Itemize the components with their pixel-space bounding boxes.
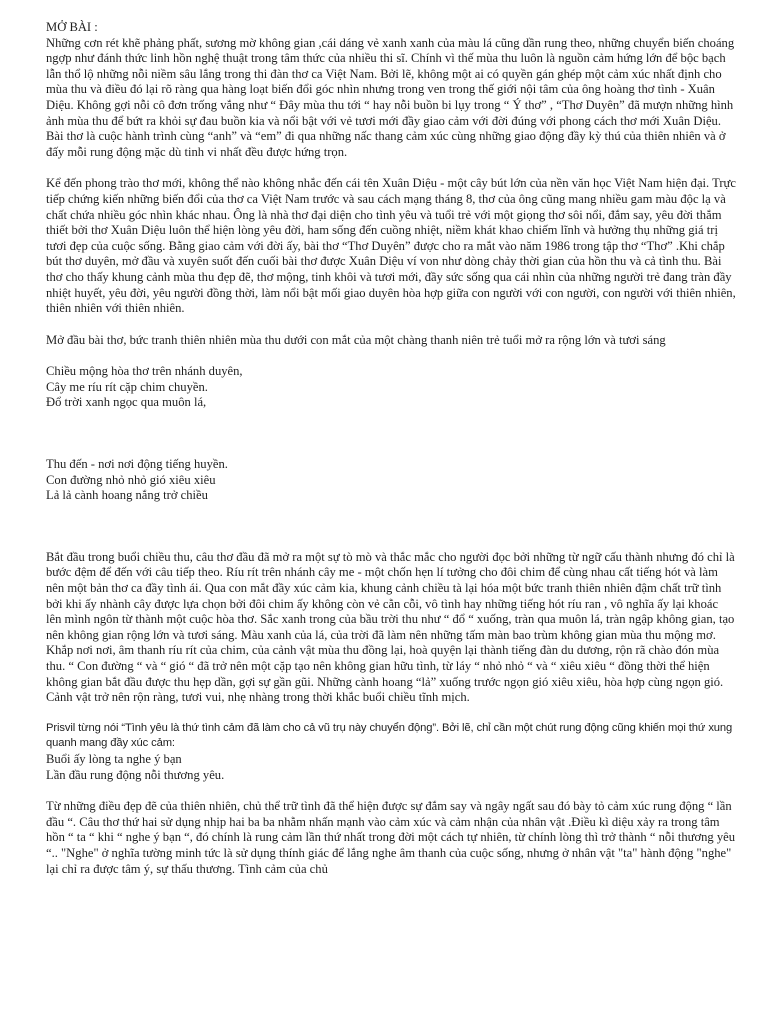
heading: MỞ BÀI : [46,20,98,34]
poem-stanza-2 [46,457,736,504]
poem-line: Thu đến - nơi nơi động tiếng huyền. [46,457,228,472]
poem-stanza-3 [46,752,736,783]
poem-line: Lần đầu rung động nỗi thương yêu. [46,767,225,782]
poem-line: Đổ trời xanh ngọc qua muôn lá, [46,395,207,410]
paragraph-quote: Prisvil từng nói “Tình yêu là thứ tình cảm đã làm cho cả vũ trụ này chuyển động”. Bởi lẽ, chỉ cần một chút rung động cũng khiến mọi thứ xung quanh mang đầy xúc cảm: [46,721,733,750]
paragraph-analysis-1: Bắt đầu trong buổi chiều thu, câu thơ đầu đã mở ra một sự tò mò và thắc mắc cho người đọc bởi những từ ngữ cấu thành nhưng đó chỉ là bước đệm để đến với câu tiếp theo. Ríu rít trên nhánh cây me - một chốn hẹn lí tưởng cho đôi chim để cùng nhau cất tiếng hót và làm nên một bản thơ ca đầy tình ái. Qua con mắt đầy xúc cảm kia, khung cảnh chiều tà lại hóa một bức tranh thiên nhiên đậm chất trữ tình bởi khi ấy nhành cây được lựa chọn bởi đôi chim ấy không còn vẻ cằn cỗi, vô tình hay những tiếng hót ríu ran , vô nghĩa ấy lại khoác lên mình ngôn từ thành một cuộc hòa thơ. Sắc xanh trong của bầu trời thu như “ đổ “ xuống, tràn qua muôn lá, tràn ngập không gian, tạo nên không gian rộng lớn và tươi sáng. Màu xanh của lá, của trời đã làm nên những tấm màn bao trùm không gian mùa thu mộng mơ. Khắp nơi nơi, âm thanh ríu rít của chim, của cảnh vật mùa thu đồng lại, hoà quyện lại thành tiếng đàn du dương, rộn rã chào đón mùa thu. “ Con đường “ và “ gió “ đã trở nên một cặp tạo nên không gian hữu tình, từ láy “ nhỏ nhỏ “ và “ xiêu xiêu “ đồng thời thể hiện không gian bắt đầu được thu hẹp dần, gợi sự gần gũi. Những cành hoang “lả” xuống trước ngọn gió xiêu xiêu, hòa hợp cùng ngọn gió. Cảnh vật trở nên rộn ràng, tươi vui, nhẹ nhàng trong thời khắc buổi chiều tĩnh mịch. [46,549,735,705]
paragraph-analysis-2: Từ những điều đẹp đẽ của thiên nhiên, chủ thể trữ tình đã thể hiện được sự đắm say và ngây ngất sau đó bày tỏ cảm xúc rung động “ lần đầu “. Câu thơ thứ hai sử dụng nhịp hai ba ba nhằm nhấn mạnh vào cảm xúc và cảm nhận của nhân vật .Điều kì diệu xảy ra trong tâm hồn “ ta “ khi “ nghe ý bạn “, đó chính là rung cảm lần thứ nhất trong đời một cách tự nhiên, từ chính lòng thì trở thành “ nỗi thương yêu “.. "Nghe" ở nghĩa tường minh tức là sử dụng thính giác để lắng nghe âm thanh của cuộc sống, nhưng ở nhân vật "ta" hành động "nghe" lại chỉ ra được tâm ý, sự thấu thương. Tình cảm của chủ [46,799,736,876]
poem-line: Chiều mộng hòa thơ trên nhánh duyên, [46,364,243,379]
poem-line: Buổi ấy lòng ta nghe ý bạn [46,751,182,766]
poem-stanza-1 [46,364,736,411]
paragraph-opening: Mở đầu bài thơ, bức tranh thiên nhiên mùa thu dưới con mắt của một chàng thanh niên trẻ tuổi mở ra rộng lớn và tươi sáng [46,332,666,347]
poem-line: Cây me ríu rít cặp chim chuyền. [46,379,208,394]
paragraph-author: Kể đến phong trào thơ mới, không thể nào không nhắc đến cái tên Xuân Diệu - một cây bút lớn của nền văn học Việt Nam hiện đại. Trực tiếp chứng kiến những biến đổi của thơ ca Việt Nam trước và sau cách mạng tháng 8, thơ của ông cũng mang nhiều gam màu độc lạ và chất chứa nhiều góc nhìn khác nhau. Ông là nhà thơ đại diện cho tình yêu và tuổi trẻ với một giọng thơ sôi nổi, đắm say, yêu đời thắm thiết bởi thơ Xuân Diệu luôn thể hiện lòng yêu đời, ham sống đến cuồng nhiệt, niềm khát khao chiếm lĩnh và hưởng thụ những giá trị tươi đẹp của cuộc sống. Bằng giao cảm với đời ấy, bài thơ “Thơ Duyên” được cho ra mắt vào năm 1986 trong tập thơ “Thơ” .Khi chắp bút thơ duyên, mở đầu và xuyên suốt đến cuối bài thơ được Xuân Diệu ví von như dòng chảy thời gian của hồn thu và cả tình thu. Bài thơ cho thấy khung cảnh mùa thu đẹp đẽ, thơ mộng, tinh khôi và tươi mới, đầy sức sống qua cái nhìn của những người trẻ đang tràn đầy nhiệt huyết, yêu đời, yêu người đồng thời, làm nổi bật mối giao duyên hòa hợp giữa con người với con người, con người với thiên nhiên, thiên nhiên với thiên nhiên. [46,176,736,316]
document-page [46,20,736,877]
poem-line: Lả lả cành hoang nắng trở chiều [46,488,208,503]
paragraph-intro: Những cơn rét khẽ phảng phất, sương mờ không gian ,cái dáng vẻ xanh xanh của màu lá cũng dần rung theo, những chuyển biến choáng ngợp như đánh thức linh hồn nghệ thuật trong tâm thức của nhiều thi sĩ. Chính vì thế mùa thu luôn là nguồn cảm hứng lớn để bộc bạch lẫn thổ lộ những nỗi niềm sâu lắng trong thi đàn thơ ca Việt Nam. Bởi lẽ, không một ai có quyền gán ghép một cảm xúc nhất định cho mùa thu và điều đó lại rõ ràng qua hàng loạt biến đổi góc nhìn nhưng trong ven trong thế giới nội tâm của ông hoàng thơ tình - Xuân Diệu. Không gợi nỗi cô đơn trống vắng như “ Đây mùa thu tới “ hay nỗi buồn bi lụy trong “ Ý thơ” , “Thơ Duyên” đã mượn những hình ảnh mùa thu để bứt ra khỏi sự đau buồn kia và nổi bật với vẻ tươi mới đầy giao cảm với đời đúng với phong cách thơ mới Xuân Diệu. Bài thơ là cuộc hành trình cùng “anh” và “em” đi qua những nấc thang cảm xúc cùng những giao động đầy kỳ thú của thiên nhiên và ở đấy mỗi rung động mặc dù tinh vi nhất đều được hứng trọn. [46,35,735,159]
poem-line: Con đường nhỏ nhỏ gió xiêu xiêu [46,472,216,487]
